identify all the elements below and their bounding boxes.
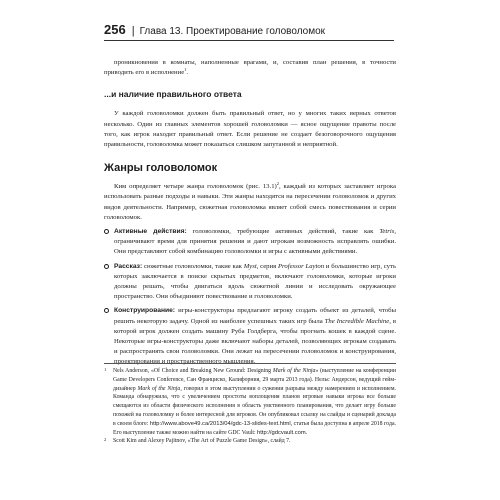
circle-bullet-icon [104, 229, 109, 234]
footnote-1: 1 Nels Anderson, «Of Choice and Breaking New Ground: Designing Mark of the Ninja» (выступление на конференции Game Developers Conference, Сан Франциско, Калифорния, 29 марта 2013 года). Нельс Андерсон, ведущий гейм-дизайнер Mark of the Ninja, говорил в этом выступлении о сужении разрыва между намерением и исполнением. Команда обнаружила, что с увеличением простоты воплощения планов игровые навыки игрока все больше смещаются из области физического исполнения в область умственного планирования, что делает игру больше похожей на головоломку и более интересной для игроков. Он опубликовал ссылку на слайды и сценарий доклада в своем блоге: http://www.above49.ca/2013/04/gdc-13-slides-text.html, статья была доступна в апреле 2018 года. Его выступление также можно найти на сайте GDC Vault: http://gdcvault.com. [104, 367, 396, 436]
running-head [104, 22, 394, 41]
page-number: 256 [104, 22, 126, 37]
circle-bullet-icon [104, 264, 109, 269]
bullet-term: Конструирование: [114, 307, 176, 315]
chapter-title: Глава 13. Проектирование головоломок [139, 26, 326, 37]
bullet-story: Рассказ: сюжетные головоломки, такие как Myst, серия Professor Layton и большинство игр, суть которых заключается в поиске скрытых предметов, включают головоломки, которые игроки должны решать, чтобы двигаться вдоль сюжетной линии и исследовать окружающее пространство. Они объединяют повествование и головоломки. [104, 262, 396, 303]
bullet-action: Активные действия: головоломки, требующие активных действий, такие как Tetris, ограничивают время для принятия решения и дают игрокам возможность исправлять ошибки. Они представляют собой комбинацию головоломки и игры с активными действиями. [104, 227, 396, 258]
page-body [104, 58, 396, 368]
footnotes [104, 363, 396, 446]
intro-paragraph: проникновения в комнаты, наполненные врагами, и, составив план решения, в точности приводить его в исполнение$^1$. [104, 59, 396, 77]
footnote-mark: 1 [104, 367, 107, 372]
genres-intro-paragraph: Ким определяет четыре жанра головоломок (рис. 13.1)$^2$, каждый из которых заставляет игрока использовать разные подходы и навыки. Эти жанры находятся на пересечении головоломок и других видов деятельности. Например, сюжетная головоломка являет собой смесь повествования и серии головоломок. [104, 180, 396, 221]
section-heading-genres: Жанры головоломок [104, 162, 218, 175]
footnote-link-blog[interactable]: http://www.above49.ca/2013/04/gdc-13-slides-text.html [149, 420, 291, 427]
bullet-term: Рассказ: [114, 262, 143, 270]
footnote-mark: 2 [104, 437, 107, 443]
bullet-term: Активные действия: [114, 228, 187, 236]
footnote-ref-2[interactable]: 2 [276, 180, 280, 186]
bullet-construction: Конструирование: игры-конструкторы предлагают игроку создать объект из деталей, чтобы решить некоторую задачу. Одной из наиболее успешных таких игр была The Incredible Machine, в которой игрок должен создать машину Руба Голдберга, чтобы прогнать кошек в каждой сцене. Некоторые игры-конструкторы даже включают наборы деталей, позволяющих игрокам создавать и распространять свои головоломки. Они лежат на пересечении головоломок и конструирования, проектирования и пространственного мышления. [104, 306, 396, 367]
circle-bullet-icon [104, 308, 109, 313]
answer-paragraph: У каждой головоломки должен быть правильный ответ, но у многих таких верных ответов несколько. Один из главных элементов хорошей головоломки — ясное ощущение правоты после того, как игрок находит правильный ответ. Если решение не создает безоговорочного ощущения правильности, головоломка может показаться слишком запутанной и неприятной. [104, 110, 396, 149]
footnote-ref-1[interactable]: 1 [184, 66, 187, 72]
header-separator: | [131, 25, 135, 37]
section-heading-answer: ...и наличие правильного ответа [104, 89, 242, 100]
footnote-2: 2 Scott Kim and Alexey Pajitnov, «The Art of Puzzle Game Design», слайд 7. [104, 437, 291, 445]
footnote-link-gdcvault[interactable]: http://gdcvault.com [257, 429, 306, 436]
